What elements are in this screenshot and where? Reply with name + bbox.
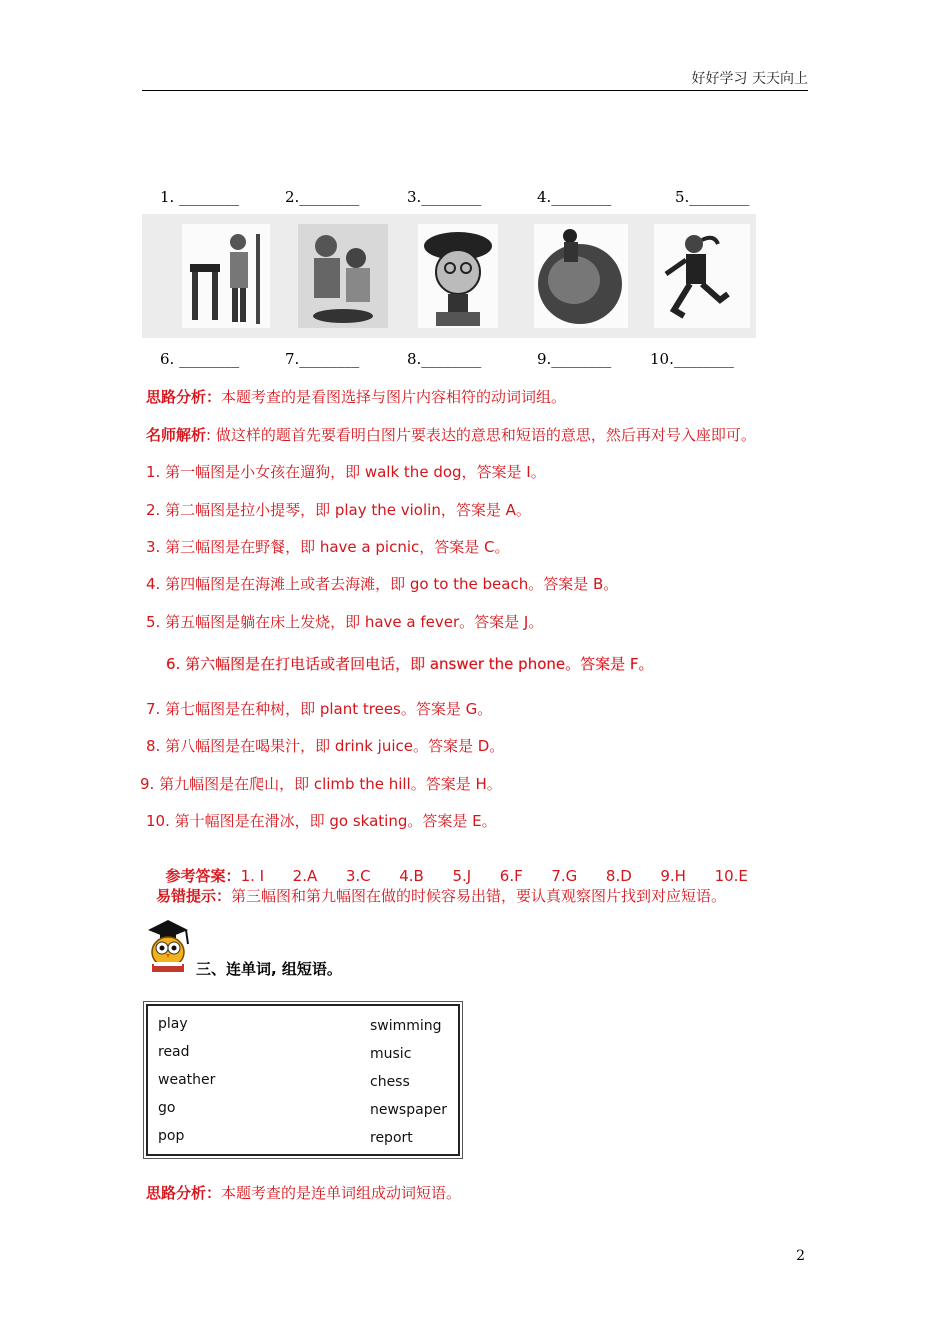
tip-paragraph	[156, 885, 726, 906]
explanation-2: 2. 第二幅图是拉小提琴，即 play the violin，答案是 A。	[146, 501, 531, 519]
word-left-1: play	[158, 1016, 188, 1032]
section3-title: 三、连单词, 组短语。	[196, 960, 342, 978]
teacher-paragraph	[146, 424, 756, 445]
header-rule	[142, 90, 808, 91]
blank-9: 9.________	[537, 350, 612, 368]
blank-6: 6. ________	[160, 350, 240, 368]
blank-7: 7.________	[285, 350, 360, 368]
explanation-8: 8. 第八幅图是在喝果汁，即 drink juice。答案是 D。	[146, 737, 505, 755]
explanation-9: 9. 第九幅图是在爬山，即 climb the hill。答案是 H。	[140, 775, 502, 793]
analysis-label: 思路分析：	[146, 388, 222, 406]
analysis-text: 本题考查的是看图选择与图片内容相符的动词词组。	[221, 388, 567, 406]
word-right-4: newspaper	[370, 1102, 447, 1118]
blank-2: 2.________	[285, 188, 360, 206]
blank-4: 4.________	[537, 188, 612, 206]
owl-mascot-icon	[142, 918, 194, 976]
explanation-5: 5. 第五幅图是躺在床上发烧，即 have a fever。答案是 J。	[146, 613, 544, 631]
analysis-paragraph	[146, 386, 566, 407]
explanation-3: 3. 第三幅图是在野餐，即 have a picnic，答案是 C。	[146, 538, 510, 556]
explanation-6: 6. 第六幅图是在打电话或者回电话，即 answer the phone。答案是 F。	[166, 655, 654, 673]
picture-2	[298, 224, 388, 328]
word-left-3: weather	[158, 1072, 216, 1088]
blank-8: 8.________	[407, 350, 482, 368]
phone-man-illustration	[182, 224, 270, 328]
planting-illustration	[298, 224, 388, 328]
tip-label: 易错提示：	[156, 887, 232, 905]
explanation-4: 4. 第四幅图是在海滩上或者去海滩，即 go to the beach。答案是 B。	[146, 575, 619, 593]
explanation-7: 7. 第七幅图是在种树，即 plant trees。答案是 G。	[146, 700, 493, 718]
juice-man-illustration	[418, 224, 498, 328]
explanation-1: 1. 第一幅图是小女孩在遛狗，即 walk the dog，答案是 I。	[146, 463, 546, 481]
word-left-2: read	[158, 1044, 190, 1060]
header-motto: 好好学习 天天向上	[691, 71, 808, 87]
word-right-5: report	[370, 1130, 413, 1146]
analysis2-paragraph	[146, 1182, 461, 1203]
answers-label: 参考答案：	[165, 867, 241, 885]
skating-girl-illustration	[654, 224, 750, 328]
blank-3: 3.________	[407, 188, 482, 206]
word-right-3: chess	[370, 1074, 410, 1090]
answers-paragraph	[156, 847, 748, 886]
picture-strip	[142, 214, 756, 338]
tip-text: 第三幅图和第九幅图在做的时候容易出错，要认真观察图片找到对应短语。	[231, 887, 727, 905]
picture-3	[418, 224, 498, 328]
blank-1: 1. ________	[160, 188, 240, 206]
picture-1	[182, 224, 270, 328]
word-left-4: go	[158, 1100, 176, 1116]
analysis2-label: 思路分析：	[146, 1184, 222, 1202]
teacher-text: : 做这样的题首先要看明白图片要表达的意思和短语的意思，然后再对号入座即可。	[206, 426, 756, 444]
analysis2-text: 本题考查的是连单词组成动词短语。	[221, 1184, 462, 1202]
word-right-1: swimming	[370, 1018, 442, 1034]
picture-4	[534, 224, 628, 328]
explanation-10: 10. 第十幅图是在滑冰，即 go skating。答案是 E。	[146, 812, 497, 830]
word-left-5: pop	[158, 1128, 185, 1144]
page-number: 2	[796, 1248, 805, 1264]
blank-10: 10.________	[650, 350, 734, 368]
climbing-illustration	[534, 224, 628, 328]
answers-text: 1. I 2.A 3.C 4.B 5.J 6.F 7.G 8.D 9.H 10.E	[240, 867, 748, 885]
picture-5	[654, 224, 750, 328]
word-right-2: music	[370, 1046, 412, 1062]
blank-5: 5.________	[675, 188, 750, 206]
word-match-box	[146, 1004, 460, 1156]
teacher-label: 名师解析	[146, 426, 207, 444]
